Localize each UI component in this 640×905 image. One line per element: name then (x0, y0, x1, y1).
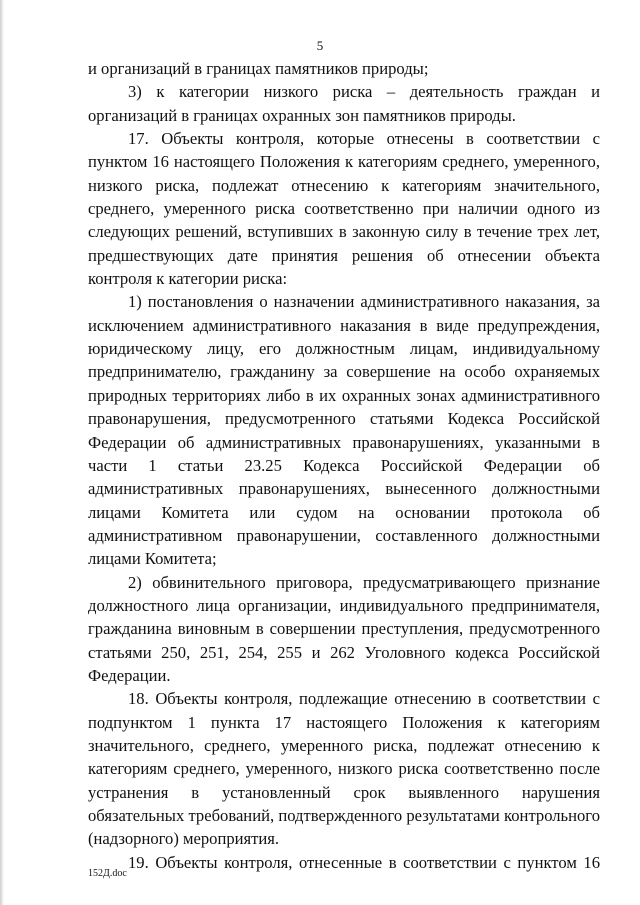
page-number: 5 (316, 38, 324, 53)
document-body (88, 57, 600, 874)
paragraph-item-3: 3) к категории низкого риска – деятельность граждан и организаций в границах охранных зон памятников природы. (88, 82, 600, 125)
paragraph-17-item-2: 2) обвинительного приговора, предусматривающего признание должностного лица организации, индивидуального предпринимателя, гражданина виновным в совершении преступления, предусмотренного статьями 250, 251, 254, 255 и 262 Уголовного кодекса Российской Федерации. (88, 572, 600, 685)
paragraph-continuation: и организаций в границах памятников природы; (88, 59, 429, 78)
page-left-edge-shadow (0, 0, 4, 905)
paragraph-19: 19. Объекты контроля, отнесенные в соответствии с пунктом 16 (128, 852, 600, 872)
footer-filename: 152Д.doc (88, 868, 127, 879)
paragraph-17: 17. Объекты контроля, которые отнесены в соответствии с пунктом 16 настоящего Положения к категориям среднего, умеренного, низкого риска, подлежат отнесению к категориям значительного, среднего, умеренного риска соответственно при наличии одного из следующих решений, вступивших в законную силу в течение трех лет, предшествующих дате принятия решения об отнесении объекта контроля к категории риска: (88, 129, 600, 289)
paragraph-18: 18. Объекты контроля, подлежащие отнесению в соответствии с подпунктом 1 пункта 17 настоящего Положения к категориям значительного, среднего, умеренного риска, подлежат отнесению к категориям среднего, умеренного, низкого риска соответственно после устранения в установленный срок выявленного нарушения обязательных требований, подтвержденного результатами контрольного (надзорного) мероприятия. (88, 689, 600, 849)
paragraph-17-item-1: 1) постановления о назначении административного наказания, за исключением административного наказания в виде предупреждения, юридическому лицу, его должностным лицам, индивидуальному предпринимателю, гражданину за совершение на особо охраняемых природных территориях либо в их охранных зонах административного правонарушения, предусмотренного статьями Кодекса Российской Федерации об административных правонарушениях, указанными в части 1 статьи 23.25 Кодекса Российской Федерации об административных правонарушениях, вынесенного должностными лицами Комитета или судом на основании протокола об административном правонарушении, составленного должностными лицами Комитета; (88, 292, 600, 569)
